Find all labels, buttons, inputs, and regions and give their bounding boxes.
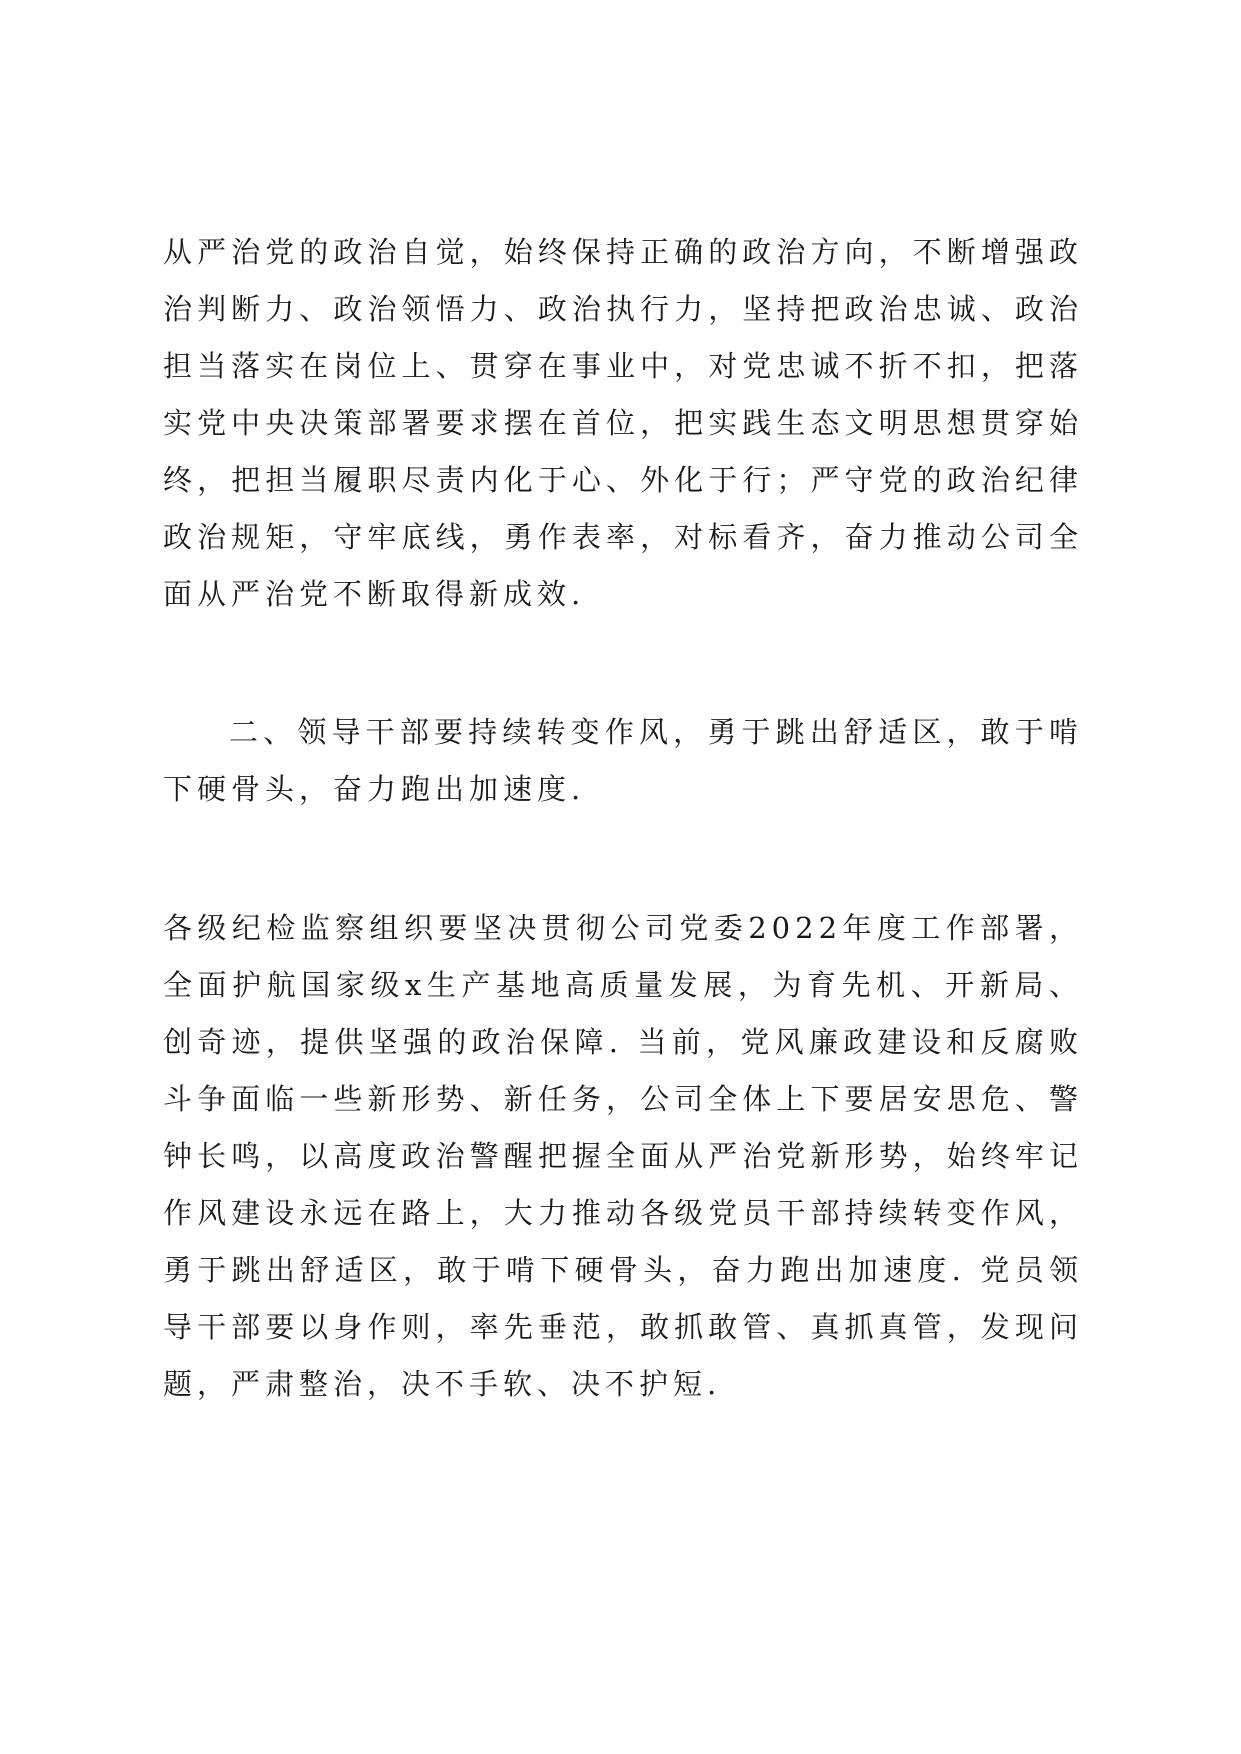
body-paragraph-1: 从严治党的政治自觉，始终保持正确的政治方向，不断增强政治判断力、政治领悟力、政治执行力，坚持把政治忠诚、政治担当落实在岗位上、贯穿在事业中，对党忠诚不折不扣，把落实党中央决策部署要求摆在首位，把实践生态文明思想贯穿始终，把担当履职尽责内化于心、外化于行；严守党的政治纪律政治规矩，守牢底线，勇作表率，对标看齐，奋力推动公司全面从严治党不断取得新成效. — [163, 235, 1083, 611]
body-paragraph-3: 各级纪检监察组织要坚决贯彻公司党委2022年度工作部署，全面护航国家级x生产基地高质量发展，为育先机、开新局、创奇迹，提供坚强的政治保障. 当前，党风廉政建设和反腐败斗争面临一些新形势、新任务，公司全体上下要居安思危、警钟长鸣，以高度政治警醒把握全面从严治党新形势，始终牢记作风建设永远在路上，大力推动各级党员干部持续转变作风，勇于跳出舒适区，敢于啃下硬骨头，奋力跑出加速度. 党员领导干部要以身作则，率先垂范，敢抓敢管、真抓真管，发现问题，严肃整治，决不手软、决不护短. — [163, 911, 1083, 1401]
section-heading-2: 二、领导干部要持续转变作风，勇于跳出舒适区，敢于啃下硬骨头，奋力跑出加速度. — [163, 715, 1083, 806]
